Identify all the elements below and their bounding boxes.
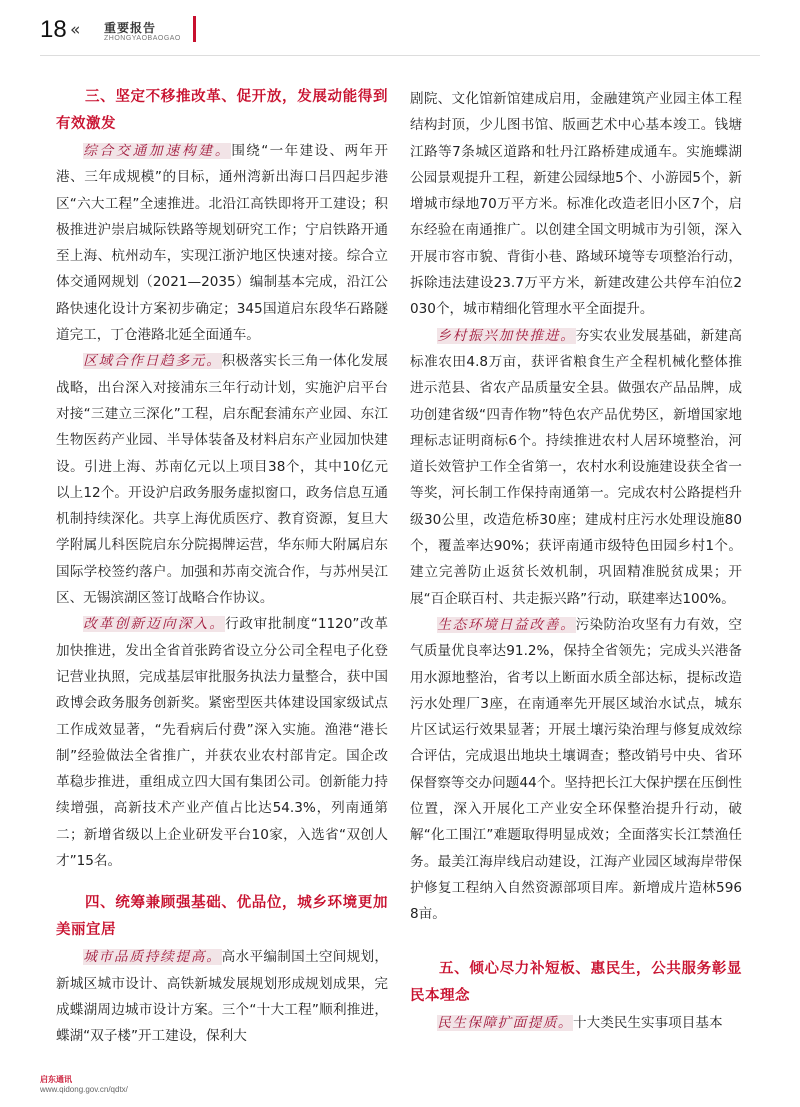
right-column [410, 86, 742, 1036]
page-header [40, 14, 760, 54]
paragraph-lead: 民生保障扩面提质。 [437, 1014, 574, 1031]
paragraph-ecology [410, 612, 742, 928]
page-number: 18 [40, 16, 67, 43]
paragraph-lead: 乡村振兴加快推进。 [437, 327, 576, 344]
paragraph-lead: 改革创新迈向深入。 [83, 616, 226, 633]
left-column [56, 84, 388, 1050]
paragraph-city [56, 944, 388, 1049]
paragraph-body: 夯实农业发展基础，新建高标准农田4.8万亩，获评省粮食生产全程机械化整体推进示范县、省农产品质量安全县。做强农产品品牌，成功创建省级“四青作物”特色农产品优势区，新增国家地理标志证明商标6个。持续推进农村人居环境整治，河道长效管护工作全省第一，农村水利设施建设获全省一等奖，河长制工作保持南通第一。完成农村公路提档升级30公里，改造危桥30座；建成村庄污水处理设施80个，覆盖率达90%；获评南通市级特色田园乡村1个。建立完善防止返贫长效机制，巩固精准脱贫成果；开展“百企联百村、共走振兴路”行动，联建率达100%。 [410, 327, 743, 607]
paragraph-lead: 区域合作日趋多元。 [83, 353, 222, 370]
header-divider [40, 55, 760, 56]
section-subtitle: ZHONGYAOBAOGAO [104, 35, 181, 42]
paragraph-body: 高水平编制国土空间规划，新城区城市设计、高铁新城发展规划形成规划成果，完成蝶湖周边城市设计方案。三个“十大工程”顺利推进，蝶湖“双子楼”开工建设，保利大 [56, 949, 389, 1045]
section-title: 重要报告 [104, 21, 157, 35]
paragraph-body: 污染防治攻坚有力有效，空气质量优良率达91.2%，保持全省领先；完成头兴港备用水源地整治，省考以上断面水质全部达标，提标改造污水处理厂3座，在南通率先开展区域治水试点，城东片区试运行效果显著；开展土壤污染治理与修复成效综合评估，完成退出地块土壤调查；整改销号中央、省环保督察等交办问题44个。坚持把长江大保护摆在压倒性位置，深入开展化工产业安全环保整治提升行动，破解“化工围江”难题取得明显成效；全面落实长江禁渔任务。最美江海岸线启动建设，江海产业园区域海岸带保护修复工程纳入自然资源部项目库。新增成片造林5968亩。 [410, 616, 743, 923]
paragraph-lead: 综合交通加速构建。 [83, 143, 232, 159]
paragraph-lead: 生态环境日益改善。 [437, 616, 576, 633]
paragraph-body: 十大类民生实事项目基本 [573, 1014, 723, 1031]
paragraph-city-continued: 剧院、文化馆新馆建成启用，金融建筑产业园主体工程结构封顶，少儿图书馆、版画艺术中心基本竣工。钱塘江路等7条城区道路和牡丹江路桥建成通车。实施蝶湖公园景观提升工程，新建公园绿地5个、小游园5个，新增城市绿地70万平方米。标准化改造老旧小区7个，启东经验在南通推广。以创建全国文明城市为引领，深入开展市容市貌、背街小巷、路域环境等专项整治行动，拆除违法建设23.7万平方米，新建改建公共停车泊位2030个，城市精细化管理水平全面提升。 [410, 91, 742, 318]
paragraph-body: 行政审批制度“1120”改革加快推进，发出全省首张跨省设立分公司全程电子化登记营业执照，完成基层审批服务执法力量整合，获中国政博会政务服务创新奖。紧密型医共体建设国家级试点工作成效显著，“先看病后付费”深入实施。渔港“港长制”经验做法全省推广，并获农业农村部肯定。国企改革稳步推进，重组成立四大国有集团公司。创新能力持续增强，高新技术产业产值占比达54.3%，列南通第二；新增省级以上企业研发平台10家，入选省“双创人才”15名。 [56, 616, 388, 870]
paragraph-lead: 城市品质持续提高。 [83, 949, 222, 966]
section-heading-3: 三、坚定不移推改革、促开放，发展动能得到有效激发 [56, 89, 388, 132]
footer-brand: 启东通讯 [40, 1075, 72, 1084]
paragraph-reform [56, 611, 388, 874]
paragraph-livelihood [410, 1010, 742, 1036]
paragraph-transport [56, 138, 388, 348]
footer-url: www.qidong.gov.cn/qdtx/ [40, 1085, 128, 1094]
section-heading-4: 四、统筹兼顾强基础、优品位，城乡环境更加美丽宜居 [56, 895, 388, 939]
paragraph-regional [56, 348, 388, 611]
page-footer [40, 1074, 128, 1094]
section-heading-5: 五、倾心尽力补短板、惠民生，公共服务彰显民本理念 [410, 960, 742, 1004]
paragraph-body: 积极落实长三角一体化发展战略，出台深入对接浦东三年行动计划，实施沪启平台对接“三建立三深化”工程，启东配套浦东产业园、东江生物医药产业园、半导体装备及材料启东产业园加快建设。引进上海、苏南亿元以上项目38个，其中10亿元以上12个。开设沪启政务服务虚拟窗口，政务信息互通机制持续深化。共享上海优质医疗、教育资源，复旦大学附属儿科医院启东分院揭牌运营，华东师大附属启东国际学校签约落户。加强和苏南交流合作，与苏州吴江区、无锡滨湖区签订战略合作协议。 [56, 353, 389, 607]
chevron-left-icon: « [70, 20, 81, 40]
header-accent-bar [193, 16, 196, 42]
paragraph-rural [410, 323, 742, 612]
paragraph-body: 围绕“一年建设、两年开港、三年成规模”的目标，通州湾新出海口吕四起步港区“六大工程”全速推进。北沿江高铁即将开工建设；积极推进沪崇启城际铁路等规划研究工作；宁启铁路开通至上海、杭州动车，实现江浙沪地区快速对接。综合立体交通网规划（2021—2035）编制基本完成，沿江公路快速化设计方案初步确定；345国道启东段华石路隧道完工，丁仓港路北延全面通车。 [56, 143, 388, 344]
